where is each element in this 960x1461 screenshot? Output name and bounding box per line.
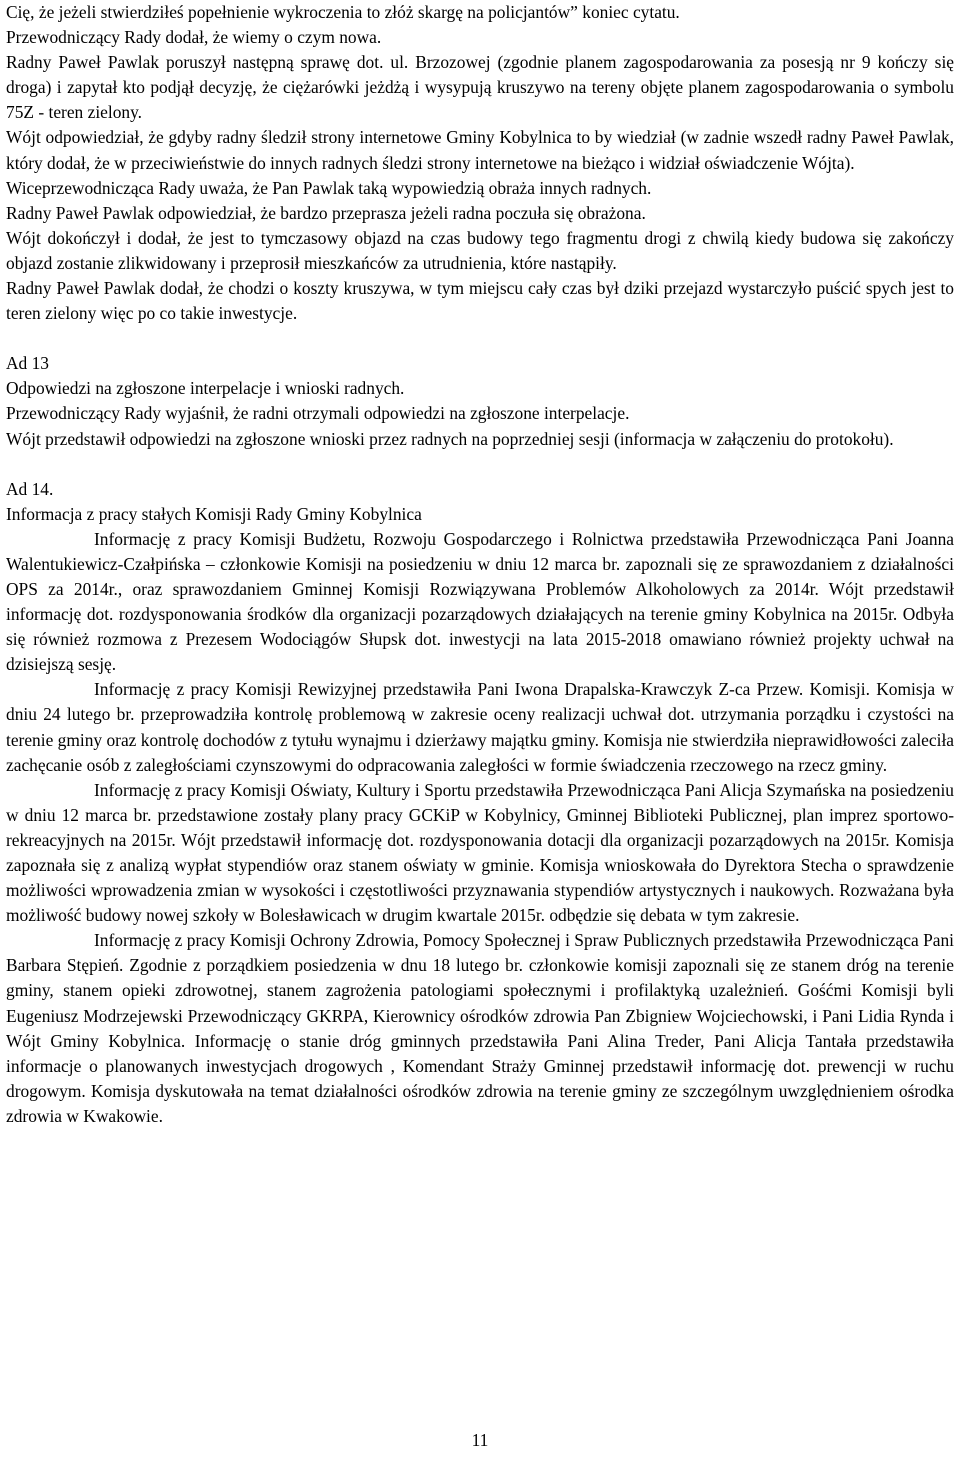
paragraph: Przewodniczący Rady dodał, że wiemy o czym nowa.: [6, 27, 382, 48]
paragraph: Radny Paweł Pawlak dodał, że chodzi o koszty kruszywa, w tym miejscu cały czas był dziki przejazd wystarczyło puścić spych jest to teren zielony więc po co takie inwestycje.: [6, 278, 954, 324]
section-title: Informacja z pracy stałych Komisji Rady Gminy Kobylnica: [6, 503, 422, 524]
paragraph: Przewodniczący Rady wyjaśnił, że radni otrzymali odpowiedzi na zgłoszone interpelacje.: [6, 403, 630, 424]
paragraph: Informację z pracy Komisji Oświaty, Kultury i Sportu przedstawiła Przewodnicząca Pani Alicja Szymańska na posiedzeniu w dniu 12 marca br. przedstawione zostały plany pracy GCKiP w Kobylnicy, Gminnej Biblioteki Publicznej, plan imprez sportowo-rekreacyjnych na 2015r. Wójt przedstawił informację dot. rozdysponowania dotacji dla organizacji pozarządowych na 2015r. Komisja zapoznała się z analizą wypłat stypendiów oraz stanem oświaty w gminie. Komisja wnioskowała do Dyrektora Stecha o sprawdzenie możliwości wprowadzenia zmian w wysokości i częstotliwości przyznawania stypendiów artystycznych i naukowych. Rozważana była możliwość budowy nowej szkoły w Bolesławicach w drugim kwartale 2015r. odbędzie się debata w tym zakresie.: [6, 779, 954, 926]
paragraph: Informację z pracy Komisji Rewizyjnej przedstawiła Pani Iwona Drapalska-Krawczyk Z-ca Przew. Komisji. Komisja w dniu 24 lutego br. przeprowadziła kontrolę problemową w zakresie oceny realizacji uchwał dot. utrzymania porządku i czystości na terenie gminy oraz kontrolę dochodów z tytułu wynajmu i dzierżawy majątku gminy. Komisja nie stwierdziła nieprawidłowości zaleciła zachęcanie osób z zaległościami czynszowymi do odpracowania zaległości w formie świadczenia rzeczowego na rzecz gminy.: [6, 679, 954, 775]
document-page: [6, 0, 954, 1129]
page-number: 11: [471, 1430, 489, 1450]
spacer: [6, 326, 954, 351]
paragraph: Wiceprzewodnicząca Rady uważa, że Pan Pawlak taką wypowiedzią obraża innych radnych.: [6, 177, 652, 198]
paragraph: Informację z pracy Komisji Budżetu, Rozwoju Gospodarczego i Rolnictwa przedstawiła Przewodnicząca Pani Joanna Walentukiewicz-Czałpińska – członkowie Komisji na posiedzeniu w dniu 12 marca br. zapoznali się ze sprawozdaniem z działalności OPS za 2014r., oraz sprawozdaniem Gminnej Komisji Rozwiązywana Problemów Alkoholowych za 2014r. Wójt przedstawił informację dot. rozdysponowania środków dla organizacji pozarządowych działających na terenie gminy Kobylnica na 2015r. Odbyła się również rozmowa z Prezesem Wodociągów Słupsk dot. inwestycji na lata 2015-2018 omawiano również projekty uchwał na dzisiejszą sesję.: [6, 528, 954, 675]
paragraph: Odpowiedzi na zgłoszone interpelacje i wnioski radnych.: [6, 378, 405, 399]
paragraph: Wójt odpowiedział, że gdyby radny śledził strony internetowe Gminy Kobylnica to by wiedział (w zadnie wszedł radny Paweł Pawlak, który dodał, że w przeciwieństwie do innych radnych śledzi strony internetowe na bieżąco i widział oświadczenie Wójta).: [6, 127, 954, 173]
paragraph: Radny Paweł Pawlak poruszył następną sprawę dot. ul. Brzozowej (zgodnie planem zagospodarowania za posesją nr 9 kończy się droga) i zapytał kto podjął decyzję, że ciężarówki jeżdżą i wysypują kruszywo na tereny objęte planem zagospodarowania o symbolu 75Z - teren zielony.: [6, 52, 954, 123]
section-heading-ad14: Ad 14.: [6, 478, 54, 499]
paragraph: Informację z pracy Komisji Ochrony Zdrowia, Pomocy Społecznej i Spraw Publicznych przedstawiła Przewodnicząca Pani Barbara Stępień. Zgodnie z porządkiem posiedzenia w dnu 18 lutego br. członkowie komisji zapoznali się ze stanem dróg na terenie gminy, stanem opieki zdrowotnej, stanem zagrożenia patologiami społecznymi i profilaktyką uzależnień. Gośćmi Komisji byli Eugeniusz Modrzejewski Przewodniczący GKRPA, Kierownicy ośrodków zdrowia Pan Zbigniew Wojciechowski, i Pani Lidia Rynda i Wójt Gminy Kobylnica. Informację o stanie dróg gminnych przedstawiła Pani Alina Treder, Pani Alicja Tantała przedstawiła informacje o planowanych inwestycjach drogowych , Komendant Straży Gminnej przedstawił informację dot. prewencji w ruchu drogowym. Komisja dyskutowała na temat działalności ośrodków zdrowia na terenie gminy ze szczególnym uwzględnieniem ośrodka zdrowia w Kwakowie.: [6, 930, 954, 1126]
paragraph: Wójt dokończył i dodał, że jest to tymczasowy objazd na czas budowy tego fragmentu drogi z chwilą kiedy budowa się zakończy objazd zostanie zlikwidowany i przeprosił mieszkańców za utrudnienia, które nastąpiły.: [6, 227, 954, 273]
spacer: [6, 452, 954, 477]
paragraph: Cię, że jeżeli stwierdziłeś popełnienie wykroczenia to złóż skargę na policjantów” koniec cytatu.: [6, 2, 680, 22]
paragraph: Radny Paweł Pawlak odpowiedział, że bardzo przeprasza jeżeli radna poczuła się obrażona.: [6, 202, 646, 223]
paragraph: Wójt przedstawił odpowiedzi na zgłoszone wnioski przez radnych na poprzedniej sesji (informacja w załączeniu do protokołu).: [6, 428, 894, 449]
section-heading-ad13: Ad 13: [6, 353, 49, 374]
